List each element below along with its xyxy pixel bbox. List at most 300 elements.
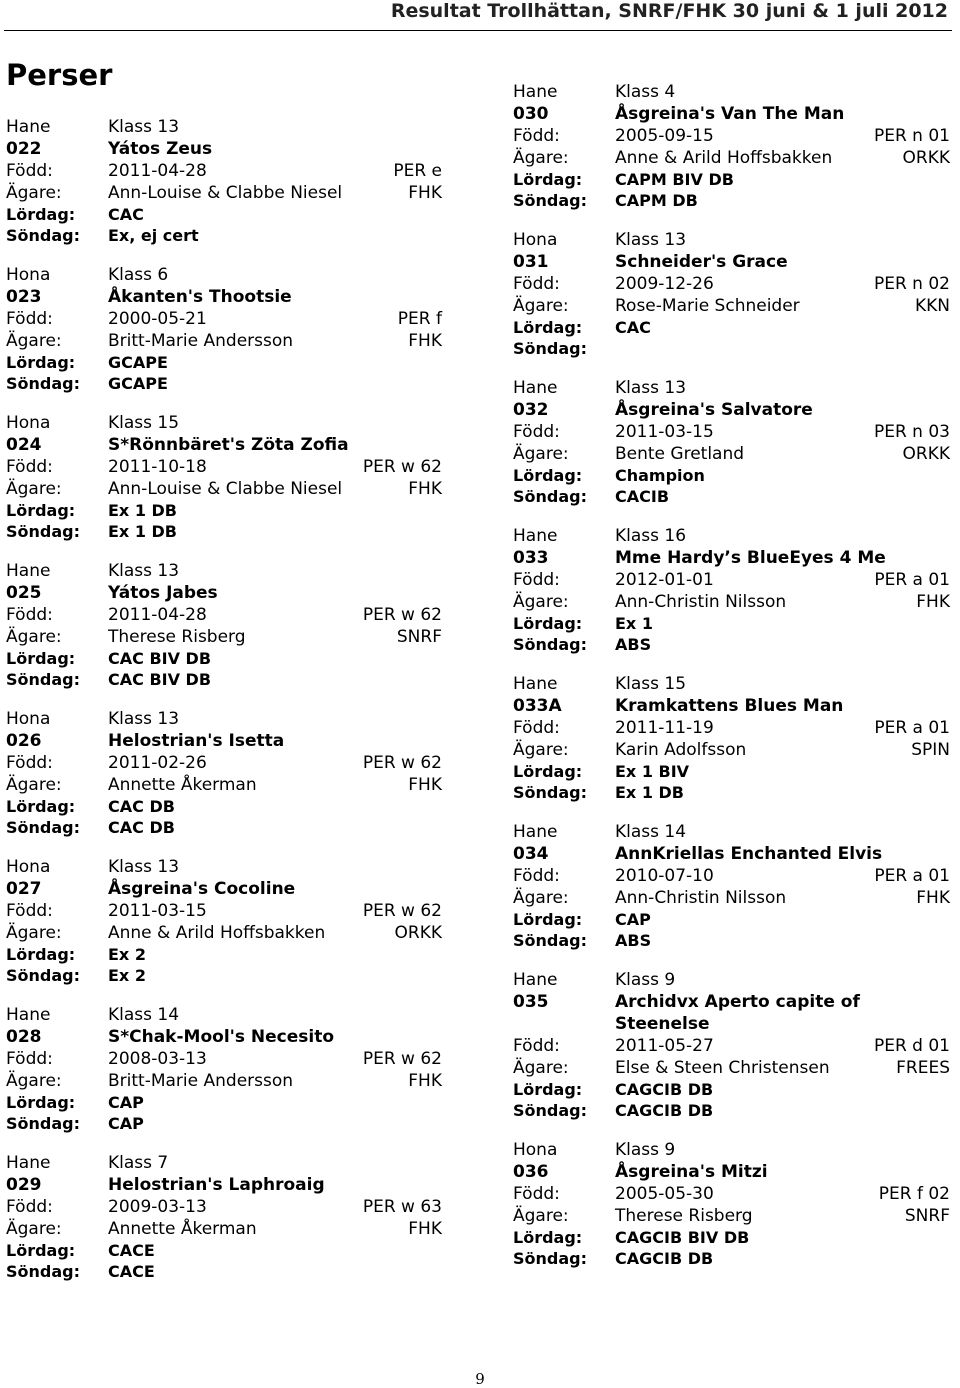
entry-saturday-row — [6, 648, 442, 669]
entry-owner-row — [6, 330, 442, 352]
sunday-result: ABS — [615, 931, 652, 950]
owner-name: Bente Gretland — [615, 444, 745, 464]
owner-name: Else & Steen Christensen — [615, 1058, 830, 1078]
cat-entry — [6, 560, 442, 690]
cat-entry — [6, 264, 442, 394]
born-date: 2000-05-21 — [108, 309, 207, 329]
entry-number: 029 — [6, 1175, 42, 1195]
entry-class: Klass 13 — [108, 117, 180, 137]
club-code: FHK — [916, 888, 950, 908]
sunday-label: Söndag: — [513, 931, 588, 950]
owner-label: Ägare: — [513, 740, 569, 760]
saturday-result: Ex 2 — [108, 945, 146, 964]
sunday-label: Söndag: — [6, 522, 81, 541]
born-label: Född: — [6, 605, 53, 625]
entry-sex: Hane — [6, 1005, 51, 1025]
entry-class: Klass 15 — [108, 413, 180, 433]
born-date: 2008-03-13 — [108, 1049, 207, 1069]
born-label: Född: — [513, 570, 560, 590]
entry-name-row — [513, 695, 950, 717]
sunday-label: Söndag: — [6, 818, 81, 837]
entry-name-row — [513, 103, 950, 125]
owner-name: Therese Risberg — [108, 627, 246, 647]
entry-saturday-row — [6, 944, 442, 965]
per-code: PER w 62 — [362, 901, 442, 921]
entry-number: 030 — [513, 104, 549, 124]
saturday-result: CAC — [108, 205, 144, 224]
entry-class-row — [513, 1139, 950, 1161]
club-code: FHK — [916, 592, 950, 612]
entry-number: 034 — [513, 844, 549, 864]
cat-entry — [6, 856, 442, 986]
entry-born-row — [513, 421, 950, 443]
owner-label: Ägare: — [513, 592, 569, 612]
entry-class-row — [6, 264, 442, 286]
entry-name: Åkanten's Thootsie — [108, 287, 292, 307]
entry-saturday-row — [513, 613, 950, 634]
sunday-result: Ex 2 — [108, 966, 146, 985]
header-rule — [4, 30, 952, 31]
entry-class: Klass 13 — [108, 857, 180, 877]
entry-class: Klass 13 — [108, 561, 180, 581]
entry-name: AnnKriellas Enchanted Elvis — [615, 844, 883, 864]
entry-name: Åsgreina's Van The Man — [615, 104, 845, 124]
entry-sunday-row — [6, 521, 442, 542]
entry-born-row — [513, 865, 950, 887]
born-label: Född: — [6, 1197, 53, 1217]
sunday-result: CAC BIV DB — [108, 670, 212, 689]
entry-name: Helostrian's Laphroaig — [108, 1175, 325, 1195]
per-code: PER n 03 — [873, 422, 950, 442]
entry-saturday-row — [513, 465, 950, 486]
entry-class-row — [513, 969, 950, 991]
entry-name: Åsgreina's Cocoline — [108, 879, 296, 899]
left-column — [6, 116, 442, 1300]
entry-name-row — [6, 286, 442, 308]
owner-name: Britt-Marie Andersson — [108, 1071, 294, 1091]
cat-entry — [6, 1152, 442, 1282]
entry-number: 036 — [513, 1162, 549, 1182]
owner-name: Anne & Arild Hoffsbakken — [615, 148, 833, 168]
sunday-result: CAGCIB DB — [615, 1249, 714, 1268]
entry-sex: Hane — [6, 1153, 51, 1173]
born-label: Född: — [6, 1049, 53, 1069]
owner-label: Ägare: — [513, 1206, 569, 1226]
owner-name: Ann-Christin Nilsson — [615, 888, 787, 908]
saturday-result: CAP — [615, 910, 651, 929]
owner-name: Ann-Christin Nilsson — [615, 592, 787, 612]
born-label: Född: — [513, 866, 560, 886]
owner-label: Ägare: — [6, 923, 62, 943]
entry-saturday-row — [513, 317, 950, 338]
entry-class: Klass 9 — [615, 1140, 676, 1160]
entry-sunday-row — [513, 782, 950, 803]
owner-label: Ägare: — [6, 775, 62, 795]
per-code: PER w 62 — [362, 1049, 442, 1069]
saturday-label: Lördag: — [513, 910, 583, 929]
owner-name: Therese Risberg — [615, 1206, 753, 1226]
entry-number: 026 — [6, 731, 42, 751]
entry-name-row — [513, 547, 950, 569]
entry-name-row — [513, 843, 950, 865]
entry-name-row — [513, 399, 950, 421]
owner-label: Ägare: — [6, 627, 62, 647]
entry-owner-row — [6, 478, 442, 500]
entry-owner-row — [513, 887, 950, 909]
born-label: Född: — [6, 901, 53, 921]
saturday-label: Lördag: — [6, 1241, 76, 1260]
saturday-result: Champion — [615, 466, 705, 485]
entry-sunday-row — [513, 190, 950, 211]
born-date: 2005-09-15 — [615, 126, 714, 146]
entry-name-row — [6, 1174, 442, 1196]
saturday-label: Lördag: — [6, 649, 76, 668]
entry-name-row — [6, 138, 442, 160]
entry-owner-row — [513, 443, 950, 465]
entry-name: S*Rönnbäret's Zöta Zofia — [108, 435, 349, 455]
born-date: 2009-03-13 — [108, 1197, 207, 1217]
club-code: FHK — [408, 183, 442, 203]
saturday-label: Lördag: — [513, 762, 583, 781]
per-code: PER f 02 — [878, 1184, 950, 1204]
club-code: FHK — [408, 1219, 442, 1239]
born-label: Född: — [513, 422, 560, 442]
entry-class: Klass 14 — [615, 822, 687, 842]
born-label: Född: — [6, 309, 53, 329]
sunday-result: Ex 1 DB — [615, 783, 684, 802]
saturday-label: Lördag: — [6, 945, 76, 964]
club-code: FHK — [408, 479, 442, 499]
entry-name: Mme Hardy’s BlueEyes 4 Me — [615, 548, 886, 568]
entry-born-row — [513, 569, 950, 591]
entry-sex: Hane — [6, 561, 51, 581]
entry-class-row — [6, 856, 442, 878]
born-label: Född: — [6, 161, 53, 181]
club-code: SNRF — [396, 627, 442, 647]
entry-number: 035 — [513, 992, 549, 1012]
sunday-label: Söndag: — [513, 635, 588, 654]
born-label: Född: — [513, 718, 560, 738]
born-label: Född: — [513, 1184, 560, 1204]
entry-name: Helostrian's Isetta — [108, 731, 285, 751]
saturday-result: CAC BIV DB — [108, 649, 212, 668]
entry-sex: Hona — [6, 857, 51, 877]
owner-name: Rose-Marie Schneider — [615, 296, 800, 316]
entry-born-row — [6, 1196, 442, 1218]
entry-born-row — [6, 900, 442, 922]
sunday-result: CACE — [108, 1262, 155, 1281]
born-date: 2011-10-18 — [108, 457, 207, 477]
owner-label: Ägare: — [513, 148, 569, 168]
entry-number: 033 — [513, 548, 549, 568]
per-code: PER w 62 — [362, 753, 442, 773]
entry-class: Klass 13 — [615, 378, 687, 398]
sunday-label: Söndag: — [6, 1262, 81, 1281]
entry-class-row — [513, 821, 950, 843]
entry-born-row — [513, 273, 950, 295]
entry-name: Åsgreina's Salvatore — [615, 400, 813, 420]
entry-number: 024 — [6, 435, 42, 455]
owner-name: Ann-Louise & Clabbe Niesel — [108, 479, 343, 499]
owner-name: Ann-Louise & Clabbe Niesel — [108, 183, 343, 203]
per-code: PER d 01 — [873, 1036, 950, 1056]
sunday-result: Ex 1 DB — [108, 522, 177, 541]
club-code: ORKK — [902, 444, 950, 464]
entry-saturday-row — [513, 909, 950, 930]
owner-name: Annette Åkerman — [108, 775, 257, 795]
per-code: PER f — [397, 309, 442, 329]
cat-entry — [513, 229, 950, 359]
entry-sex: Hona — [513, 1140, 558, 1160]
entry-class-row — [6, 708, 442, 730]
entry-sunday-row — [6, 373, 442, 394]
per-code: PER w 62 — [362, 605, 442, 625]
born-date: 2011-02-26 — [108, 753, 207, 773]
born-date: 2011-04-28 — [108, 161, 207, 181]
cat-entry — [513, 377, 950, 507]
entry-class-row — [6, 116, 442, 138]
saturday-result: CAC — [615, 318, 651, 337]
saturday-label: Lördag: — [513, 466, 583, 485]
entry-class-row — [513, 377, 950, 399]
entry-born-row — [6, 604, 442, 626]
entry-name-row — [513, 991, 950, 1035]
born-label: Född: — [513, 1036, 560, 1056]
entry-class-row — [6, 1004, 442, 1026]
entry-number: 027 — [6, 879, 42, 899]
entry-name-row — [513, 251, 950, 273]
entry-owner-row — [513, 739, 950, 761]
born-date: 2005-05-30 — [615, 1184, 714, 1204]
entry-born-row — [6, 160, 442, 182]
saturday-result: Ex 1 DB — [108, 501, 177, 520]
saturday-label: Lördag: — [513, 170, 583, 189]
entry-saturday-row — [6, 1240, 442, 1261]
entry-number: 028 — [6, 1027, 42, 1047]
born-date: 2009-12-26 — [615, 274, 714, 294]
cat-entry — [513, 969, 950, 1121]
entry-class: Klass 6 — [108, 265, 169, 285]
entry-sex: Hane — [513, 970, 558, 990]
saturday-result: CAP — [108, 1093, 144, 1112]
sunday-result: CAGCIB DB — [615, 1101, 714, 1120]
born-date: 2011-04-28 — [108, 605, 207, 625]
owner-name: Annette Åkerman — [108, 1219, 257, 1239]
entry-sex: Hane — [513, 526, 558, 546]
saturday-label: Lördag: — [6, 797, 76, 816]
right-column — [513, 81, 950, 1287]
section-title: Perser — [6, 58, 113, 92]
entry-number: 025 — [6, 583, 42, 603]
entry-sex: Hona — [6, 709, 51, 729]
entry-saturday-row — [6, 204, 442, 225]
saturday-label: Lördag: — [6, 1093, 76, 1112]
per-code: PER e — [393, 161, 442, 181]
entry-class-row — [6, 412, 442, 434]
owner-name: Anne & Arild Hoffsbakken — [108, 923, 326, 943]
sunday-label: Söndag: — [6, 966, 81, 985]
club-code: FHK — [408, 331, 442, 351]
entry-class-row — [6, 1152, 442, 1174]
saturday-result: CAC DB — [108, 797, 175, 816]
entry-number: 023 — [6, 287, 42, 307]
born-date: 2011-03-15 — [615, 422, 714, 442]
entry-owner-row — [513, 1205, 950, 1227]
entry-name: Archidvx Aperto capite of Steenelse — [615, 992, 860, 1034]
saturday-label: Lördag: — [6, 205, 76, 224]
entry-sex: Hane — [513, 674, 558, 694]
entry-owner-row — [513, 1057, 950, 1079]
born-date: 2010-07-10 — [615, 866, 714, 886]
saturday-result: CAGCIB DB — [615, 1080, 714, 1099]
owner-label: Ägare: — [513, 888, 569, 908]
sunday-result: CAP — [108, 1114, 144, 1133]
entry-class: Klass 16 — [615, 526, 687, 546]
entry-number: 032 — [513, 400, 549, 420]
sunday-label: Söndag: — [6, 670, 81, 689]
entry-sex: Hane — [513, 82, 558, 102]
entry-saturday-row — [6, 500, 442, 521]
entry-class: Klass 4 — [615, 82, 676, 102]
sunday-result: CACIB — [615, 487, 670, 506]
entry-name: Kramkattens Blues Man — [615, 696, 844, 716]
entry-owner-row — [6, 182, 442, 204]
entry-sex: Hane — [6, 117, 51, 137]
entry-saturday-row — [513, 1079, 950, 1100]
entry-born-row — [513, 125, 950, 147]
cat-entry — [6, 116, 442, 246]
entry-owner-row — [6, 774, 442, 796]
entry-name: Schneider's Grace — [615, 252, 788, 272]
entry-number: 033A — [513, 696, 562, 716]
club-code: ORKK — [394, 923, 442, 943]
club-code: FHK — [408, 775, 442, 795]
sunday-label: Söndag: — [513, 191, 588, 210]
entry-class-row — [513, 525, 950, 547]
saturday-label: Lördag: — [6, 501, 76, 520]
entry-owner-row — [6, 626, 442, 648]
entry-saturday-row — [6, 1092, 442, 1113]
saturday-result: CACE — [108, 1241, 155, 1260]
born-date: 2011-11-19 — [615, 718, 714, 738]
owner-label: Ägare: — [6, 183, 62, 203]
per-code: PER a 01 — [874, 866, 950, 886]
entry-owner-row — [6, 922, 442, 944]
sunday-label: Söndag: — [513, 1249, 588, 1268]
entry-class: Klass 9 — [615, 970, 676, 990]
saturday-label: Lördag: — [513, 1080, 583, 1099]
entry-name: Yátos Jabes — [108, 583, 218, 603]
sunday-label: Söndag: — [513, 339, 588, 358]
born-date: 2012-01-01 — [615, 570, 714, 590]
entry-class-row — [6, 560, 442, 582]
entry-class: Klass 13 — [108, 709, 180, 729]
saturday-label: Lördag: — [513, 1228, 583, 1247]
owner-name: Britt-Marie Andersson — [108, 331, 294, 351]
saturday-label: Lördag: — [513, 318, 583, 337]
entry-sex: Hona — [6, 265, 51, 285]
entry-born-row — [6, 1048, 442, 1070]
sunday-label: Söndag: — [6, 374, 81, 393]
entry-born-row — [6, 752, 442, 774]
entry-born-row — [513, 1183, 950, 1205]
born-label: Född: — [513, 126, 560, 146]
cat-entry — [513, 821, 950, 951]
sunday-result: CAC DB — [108, 818, 175, 837]
entry-born-row — [6, 456, 442, 478]
saturday-result: Ex 1 BIV — [615, 762, 690, 781]
cat-entry — [513, 525, 950, 655]
entry-name-row — [513, 1161, 950, 1183]
entry-sunday-row — [6, 669, 442, 690]
per-code: PER a 01 — [874, 570, 950, 590]
entry-name-row — [6, 1026, 442, 1048]
per-code: PER w 63 — [362, 1197, 442, 1217]
entry-class-row — [513, 229, 950, 251]
entry-class-row — [513, 673, 950, 695]
owner-label: Ägare: — [6, 1219, 62, 1239]
entry-owner-row — [513, 591, 950, 613]
cat-entry — [513, 673, 950, 803]
entry-class: Klass 7 — [108, 1153, 169, 1173]
saturday-label: Lördag: — [6, 353, 76, 372]
entry-name: Åsgreina's Mitzi — [615, 1162, 768, 1182]
owner-label: Ägare: — [513, 296, 569, 316]
cat-entry — [513, 81, 950, 211]
born-date: 2011-05-27 — [615, 1036, 714, 1056]
owner-name: Karin Adolfsson — [615, 740, 747, 760]
born-date: 2011-03-15 — [108, 901, 207, 921]
entry-saturday-row — [6, 796, 442, 817]
entry-class: Klass 14 — [108, 1005, 180, 1025]
per-code: PER a 01 — [874, 718, 950, 738]
sunday-label: Söndag: — [513, 487, 588, 506]
per-code: PER n 02 — [873, 274, 950, 294]
entry-sunday-row — [513, 1100, 950, 1121]
owner-label: Ägare: — [6, 331, 62, 351]
born-label: Född: — [6, 753, 53, 773]
entry-sunday-row — [6, 1113, 442, 1134]
entry-class: Klass 13 — [615, 230, 687, 250]
sunday-result: Ex, ej cert — [108, 226, 199, 245]
entry-name-row — [6, 582, 442, 604]
entry-owner-row — [513, 147, 950, 169]
club-code: SNRF — [904, 1206, 950, 1226]
entry-saturday-row — [513, 1227, 950, 1248]
entry-name: S*Chak-Mool's Necesito — [108, 1027, 335, 1047]
per-code: PER n 01 — [873, 126, 950, 146]
saturday-result: Ex 1 — [615, 614, 653, 633]
entry-saturday-row — [513, 169, 950, 190]
sunday-result: ABS — [615, 635, 652, 654]
club-code: ORKK — [902, 148, 950, 168]
entry-sex: Hona — [513, 230, 558, 250]
club-code: KKN — [914, 296, 950, 316]
entry-sunday-row — [513, 930, 950, 951]
entry-sex: Hane — [513, 822, 558, 842]
entry-sunday-row — [6, 817, 442, 838]
entry-owner-row — [513, 295, 950, 317]
entry-number: 022 — [6, 139, 42, 159]
club-code: FHK — [408, 1071, 442, 1091]
owner-label: Ägare: — [6, 1071, 62, 1091]
entry-saturday-row — [6, 352, 442, 373]
sunday-label: Söndag: — [6, 226, 81, 245]
cat-entry — [513, 1139, 950, 1269]
entry-born-row — [513, 1035, 950, 1057]
entry-sunday-row — [513, 1248, 950, 1269]
cat-entry — [6, 412, 442, 542]
